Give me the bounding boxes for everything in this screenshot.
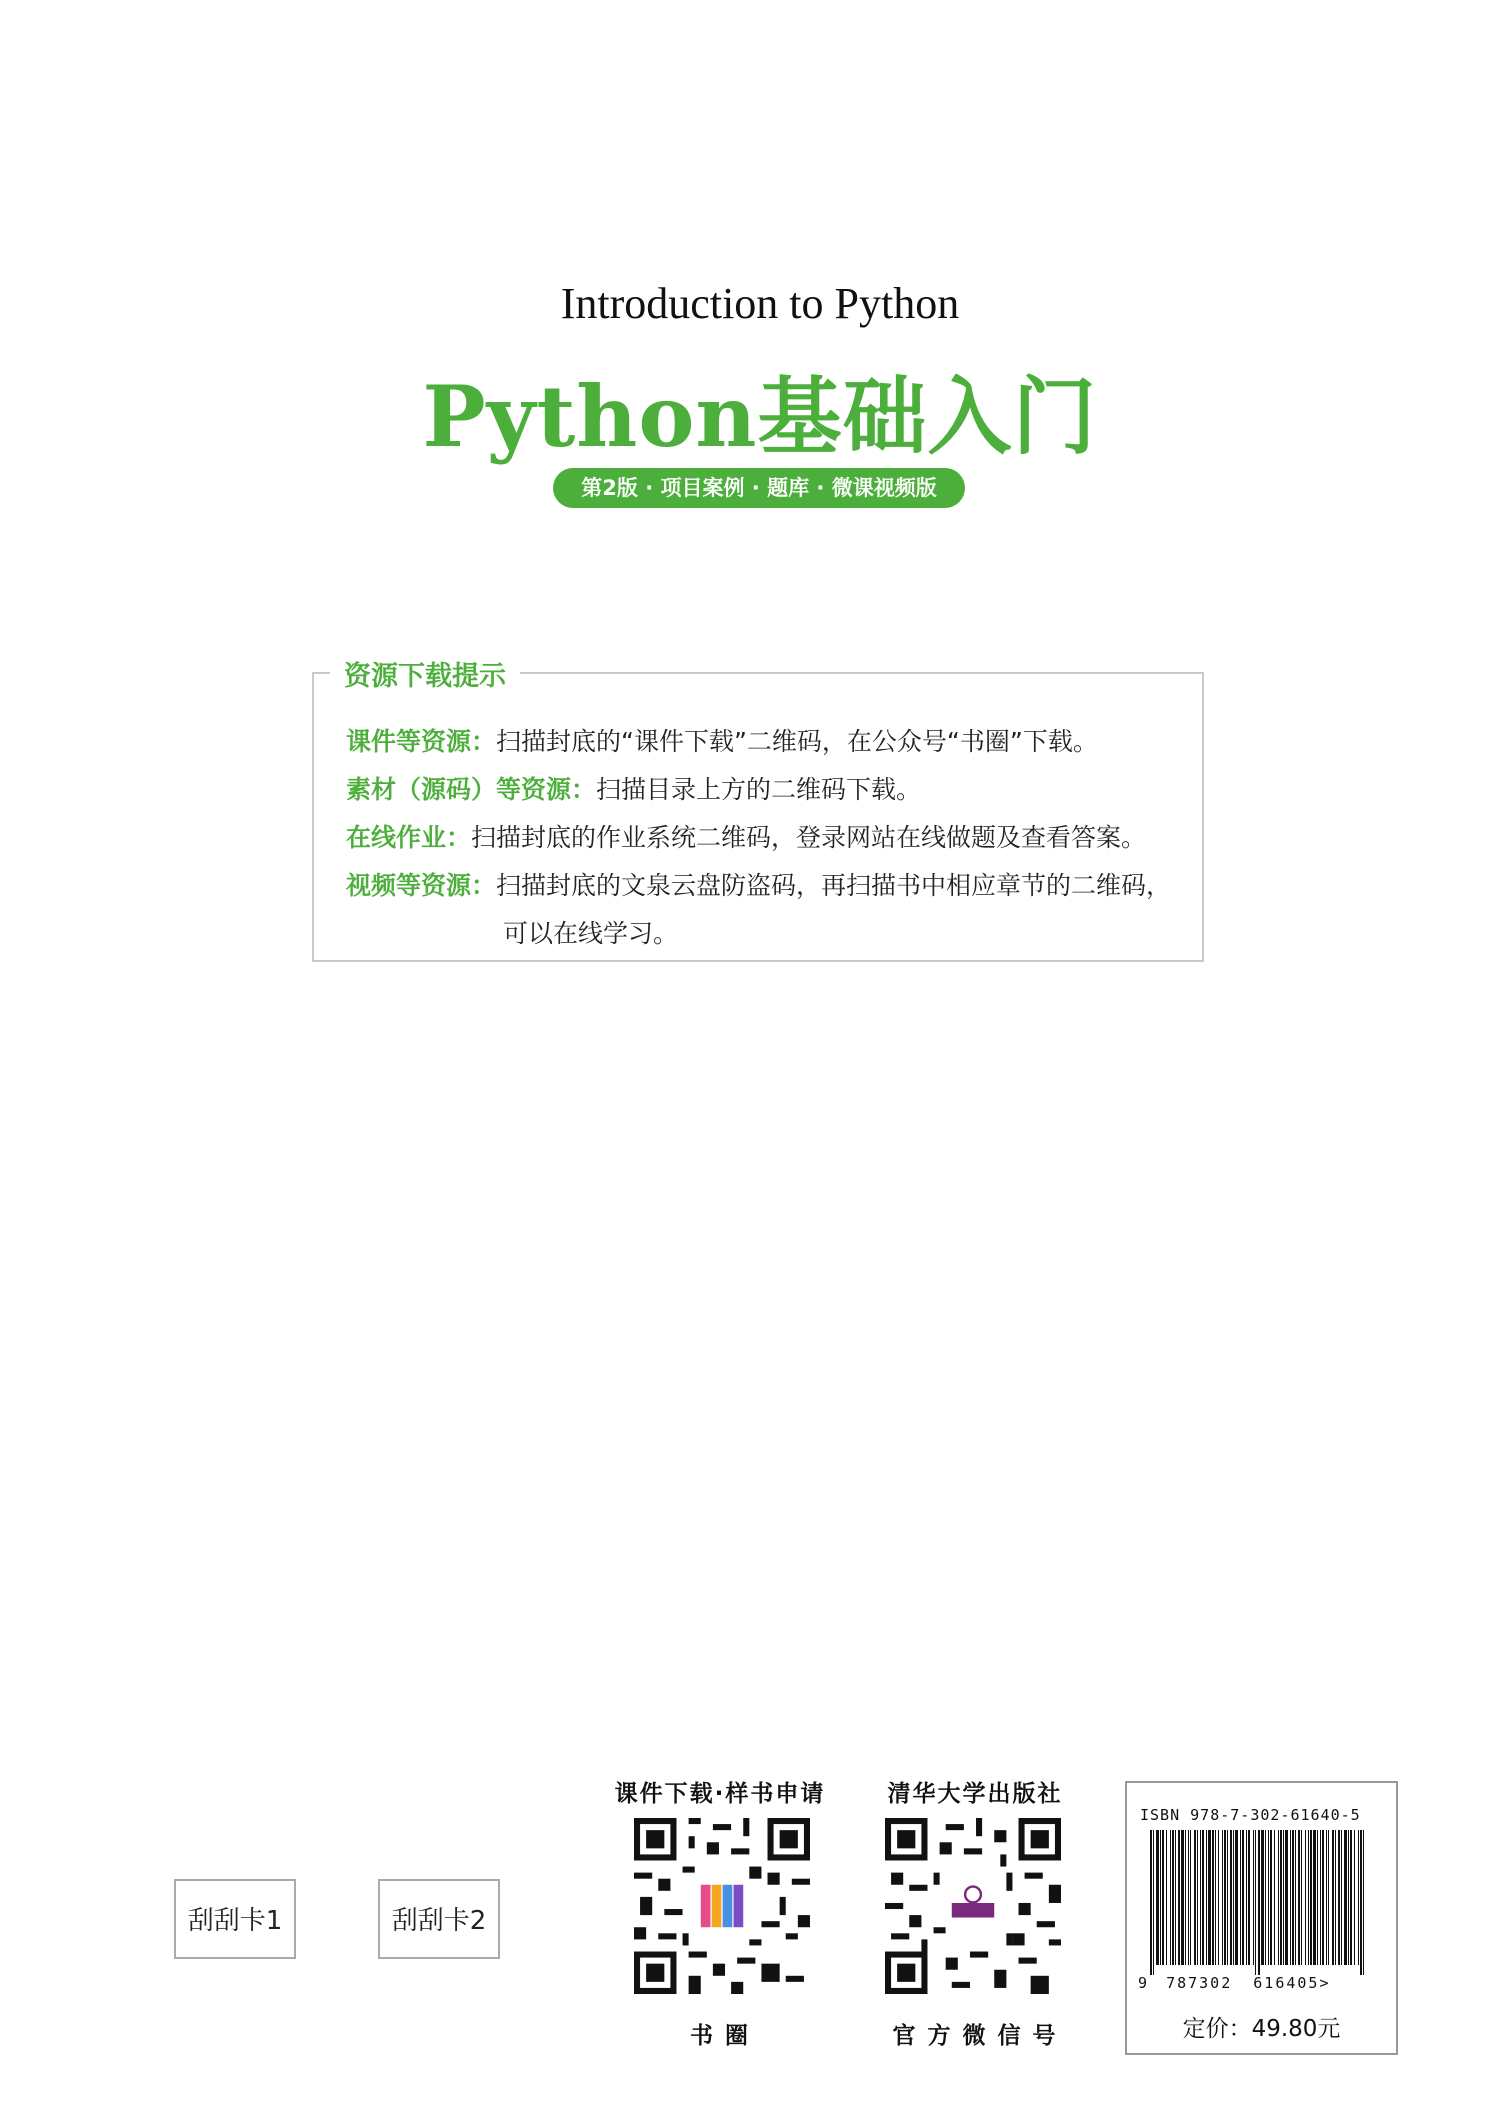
barcode-bar [1248,1830,1250,1965]
barcode-bar [1162,1830,1164,1965]
barcode-bar [1348,1830,1349,1965]
barcode-bar [1317,1830,1318,1965]
resource-line-video [346,866,1171,902]
resource-line-video-cont [503,914,678,950]
barcode-bar [1354,1830,1355,1965]
resource-line-courseware [346,722,1098,758]
qr1-caption-bottom: 书 圈 [689,2023,750,2049]
barcode-bar [1255,1830,1256,1975]
barcode-bar [1308,1830,1309,1965]
barcode-bar [1268,1830,1269,1965]
barcode-bar [1328,1830,1329,1965]
book-price: 定价：49.80元 [1182,2016,1341,2042]
scratch-card-1: 刮刮卡1 [174,1879,296,1959]
barcode-bar [1188,1830,1189,1965]
resource-box-title: 资源下载提示 [330,654,520,693]
barcode-bar [1246,1830,1247,1965]
resource-label: 素材（源码）等资源： [346,775,597,804]
barcode-bar [1194,1830,1196,1965]
barcode-bar [1292,1830,1294,1965]
isbn-number: ISBN 978-7-302-61640-5 [1140,1806,1361,1824]
barcode-bar [1295,1830,1296,1965]
barcode-bar [1363,1830,1364,1975]
barcode-bar [1150,1830,1152,1975]
qr-code-publisher[interactable] [885,1818,1061,1994]
barcode-bar [1320,1830,1321,1965]
resource-text: 扫描封底的“课件下载”二维码，在公众号“书圈”下载。 [496,727,1098,756]
barcode-bar [1212,1830,1214,1965]
barcode-bar [1215,1830,1216,1965]
resource-label: 在线作业： [346,823,472,852]
barcode-bar [1283,1830,1284,1965]
barcode-bar [1360,1830,1362,1975]
barcode-bar [1206,1830,1207,1965]
barcode-bar [1270,1830,1272,1965]
barcode-bar [1202,1830,1204,1965]
barcode-bar [1285,1830,1288,1965]
barcode-bar [1290,1830,1291,1965]
resource-line-source [346,770,921,806]
english-subtitle: Introduction to Python [560,279,960,328]
scratch-card-2: 刮刮卡2 [378,1879,500,1959]
qr-code-courseware[interactable] [634,1818,810,1994]
barcode-bar [1310,1830,1312,1965]
barcode-bar [1160,1830,1161,1965]
barcode-digits-group1: 787302 [1166,1974,1233,1992]
barcode-bar [1185,1830,1186,1965]
barcode-bar [1298,1830,1300,1965]
barcode-digits-group2: 616405 [1253,1974,1320,1992]
barcode-bar [1230,1830,1232,1965]
barcode-bar [1235,1830,1238,1965]
barcode-bar [1253,1830,1254,1965]
barcode-bar [1240,1830,1241,1965]
barcode-bar [1344,1830,1347,1965]
barcode-bar [1200,1830,1201,1965]
barcode-bar [1153,1830,1154,1975]
barcode-bar [1170,1830,1171,1965]
resource-text: 扫描封底的文泉云盘防盗码，再扫描书中相应章节的二维码， [496,871,1172,900]
barcode-bar [1224,1830,1226,1965]
barcode-bar [1178,1830,1180,1965]
barcode-bar [1301,1830,1302,1965]
barcode-bar [1166,1830,1167,1965]
barcode-bar [1227,1830,1228,1965]
barcode-bar [1218,1830,1219,1965]
barcode-bar [1332,1830,1334,1965]
barcode-bar [1274,1830,1275,1965]
barcode-bar [1335,1830,1336,1965]
barcode-bar [1222,1830,1223,1965]
barcode-bar [1278,1830,1279,1965]
barcode-bar [1265,1830,1266,1965]
barcode-bar [1208,1830,1211,1965]
barcode-bar [1233,1830,1234,1965]
barcode-bar [1261,1830,1264,1965]
barcode-bar [1190,1830,1191,1965]
book-title: Python基础入门 [422,367,1098,466]
qr2-caption-bottom: 官 方 微 信 号 [892,2023,1058,2049]
barcode-bar [1338,1830,1340,1965]
barcode [1150,1830,1366,1975]
resource-download-box [312,672,1204,962]
barcode-bar [1175,1830,1176,1965]
resource-text: 可以在线学习。 [503,919,679,948]
barcode-bar [1322,1830,1324,1965]
barcode-bar [1350,1830,1352,1965]
resource-text: 扫描目录上方的二维码下载。 [596,775,922,804]
barcode-bar [1172,1830,1174,1965]
barcode-end-mark: > [1319,1974,1331,1992]
barcode-bar [1156,1830,1159,1965]
edition-badge: 第2版 · 项目案例 · 题库 · 微课视频版 [553,468,965,508]
barcode-bar [1280,1830,1282,1965]
barcode-bar [1197,1830,1198,1965]
barcode-bar [1242,1830,1244,1965]
barcode-bar [1258,1830,1260,1975]
barcode-bar [1341,1830,1342,1965]
barcode-digit-left: 9 [1138,1974,1150,1992]
barcode-bar [1313,1830,1316,1965]
barcode-bar [1358,1830,1359,1965]
resource-label: 视频等资源： [346,871,497,900]
barcode-bar [1326,1830,1327,1965]
resource-line-homework [346,818,1146,854]
barcode-bar [1181,1830,1184,1965]
resource-text: 扫描封底的作业系统二维码，登录网站在线做题及查看答案。 [471,823,1147,852]
barcode-digits [1138,1974,1331,1992]
qr2-caption-top: 清华大学出版社 [887,1781,1063,1807]
barcode-bar [1305,1830,1306,1965]
qr1-caption-top: 课件下载·样书申请 [614,1781,826,1807]
resource-label: 课件等资源： [346,727,497,756]
